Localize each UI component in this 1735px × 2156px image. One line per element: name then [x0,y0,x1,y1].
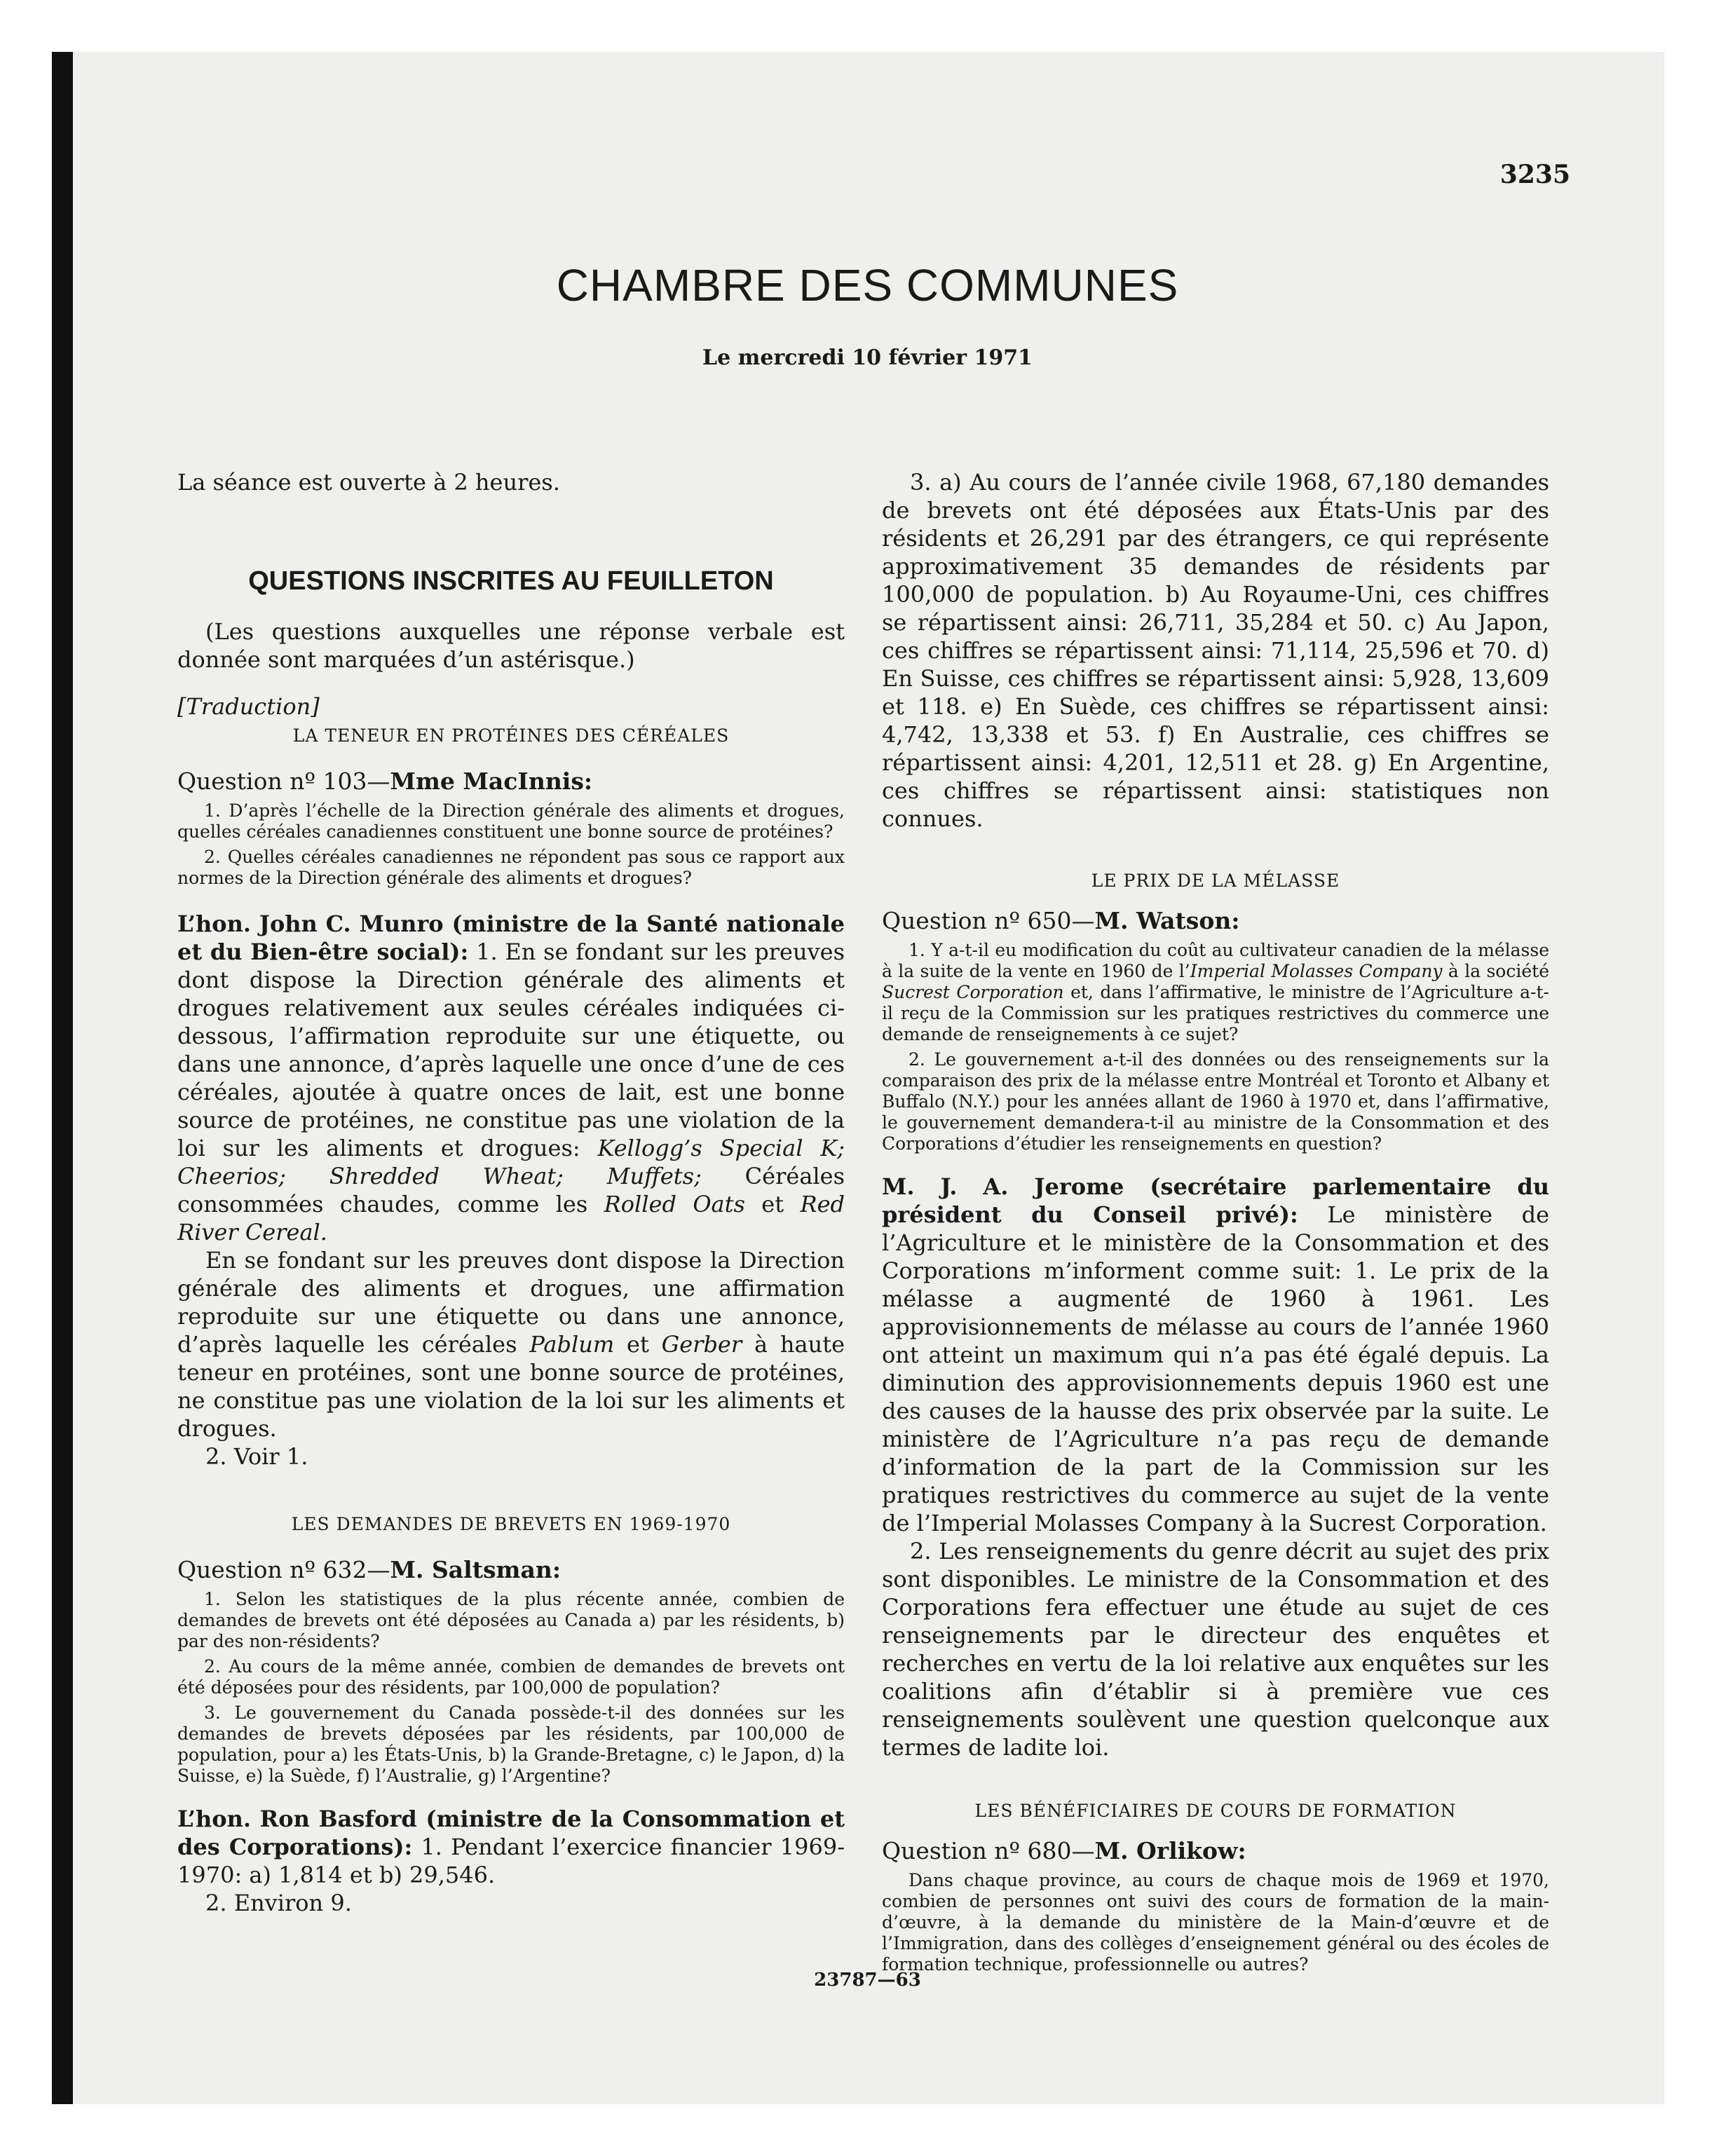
question-number: Question nº 632— [177,1556,390,1583]
question-680-text: Dans chaque province, au cours de chaque mois de 1969 et 1970, combien de personnes ont suivi des cours de formation de la main-d’œuvre, à la demande du ministère de la Main-d’œuvre et de l’Immigration, dans des collèges d’enseignement général ou des écoles de formation technique, professionnelle ou autres? [882,1870,1549,1974]
section-title: QUESTIONS INSCRITES AU FEUILLETON [248,566,774,596]
answer-632-paragraph-2: 2. Environ 9. [205,1890,352,1916]
answer-650-paragraph-2: 2. Les renseignements du genre décrit au sujet des prix sont disponibles. Le ministre de la Consommation et des Corporations fera effectuer une étude au sujet de ces renseignements par le directeur des enquêtes et recherches en vertu de la loi relative aux enquêtes sur les coalitions afin d’établir si à première vue ces renseignements soulèvent une question quelconque aux termes de ladite loi. [882,1538,1549,1761]
answer-italic: Rolled Oats [604,1191,745,1217]
question-text: 1. Y a-t-il eu modification du coût au cultivateur canadien de la mélasse à la suite de la vente en 1960 de l’ [882,940,1549,981]
question-103 [177,767,845,796]
section-note: (Les questions auxquelles une réponse verbale est donnée sont marquées d’un astérisque.) [177,618,845,673]
sitting-date: Le mercredi 10 février 1971 [702,346,1033,370]
question-632-part-3: 3. Le gouvernement du Canada possède-t-il des données sur les demandes de brevets déposées par les résidents, par 100,000 de population, pour a) les États-Unis, b) la Grande-Bretagne, c) le Japon, d) la Suisse, e) la Suède, f) l’Australie, g) l’Argentine? [177,1703,845,1786]
question-632-part-2: 2. Au cours de la même année, combien de demandes de brevets ont été déposées pour des résidents, par 100,000 de population? [177,1656,845,1698]
right-column [882,468,1549,1975]
answer-italic: Kellogg’s Special K; Cheerios; Shredded Wheat; Muffets; [177,1135,845,1189]
answer-632-paragraph-3: 3. a) Au cours de l’année civile 1968, 67,180 demandes de brevets ont été déposées aux États-Unis par des résidents et 26,291 par des étrangers, ce qui représente approximativement 35 demandes de résidents par 100,000 de population. b) Au Royaume-Uni, ces chiffres se répartissent ainsi: 26,711, 35,284 et 50. c) Au Japon, ces chiffres se répartissent ainsi: 71,114, 25,596 et 70. d) En Suisse, ces chiffres se répartissent ainsi: 5,928, 13,609 et 118. e) En Suède, ces chiffres se répartissent ainsi: 4,742, 13,338 et 53. f) En Australie, ces chiffres se répartissent ainsi: 4,201, 12,511 et 28. g) En Argentine, ces chiffres se répartissent ainsi: statistiques non connues. [882,469,1549,832]
question-number: Question nº 650— [882,907,1095,934]
answer-103-paragraph-2 [177,1246,845,1442]
answer-text: Céréales consommées chaudes, comme les [177,1163,845,1217]
answer-text: à haute teneur en protéines, sont une bonne source de protéines, ne constitue pas une violation de la loi sur les aliments et drogues. [177,1331,845,1442]
answer-text: et [614,1331,662,1358]
answer-italic: Pablum [529,1331,615,1358]
question-103-part-2: 2. Quelles céréales canadiennes ne répondent pas sous ce rapport aux normes de la Direction générale des aliments et drogues? [177,847,845,888]
answer-650 [882,1173,1549,1537]
opening-line: La séance est ouverte à 2 heures. [177,469,560,496]
question-632 [177,1555,845,1585]
answer-italic: Gerber [661,1331,742,1358]
question-member: M. Watson: [1094,907,1240,934]
heading-proteines: LA TENEUR EN PROTÉINES DES CÉRÉALES [292,725,730,746]
question-member: M. Saltsman: [390,1556,562,1583]
answer-italic: Red River Cereal. [177,1191,845,1246]
heading-brevets: LES DEMANDES DE BREVETS EN 1969-1970 [291,1514,731,1534]
answer-text: Le ministère de l’Agriculture et le ministère de la Consommation et des Corporations m’informent comme suit: 1. Le prix de la mélasse a augmenté de 1960 à 1961. Les approvisionnements de mélasse au cours de l’année 1960 ont atteint un maximum qui n’a pas été égalé depuis. La diminution des approvisionnements depuis 1960 est une des causes de la hausse des prix observée par la suite. Le ministère de l’Agriculture n’a pas reçu de demande d’information de la part de la Commission sur les pratiques restrictives du commerce au sujet de la vente de l’Imperial Molasses Company à la Sucrest Corporation. [882,1201,1550,1536]
speaker-name: M. J. A. Jerome (secrétaire parlementaire du président du Conseil privé): [882,1173,1549,1228]
question-italic: Imperial Molasses Company [1190,961,1443,981]
speaker-name: L’hon. Ron Basford (ministre de la Consommation et des Corporations): [177,1806,845,1860]
question-680 [882,1836,1549,1866]
question-member: M. Orlikow: [1094,1837,1246,1864]
heading-formation: LES BÉNÉFICIAIRES DE COURS DE FORMATION [974,1801,1457,1821]
question-103-part-1: 1. D’après l’échelle de la Direction générale des aliments et drogues, quelles céréales canadiennes constituent une bonne source de protéines? [177,800,845,842]
answer-text: 1. Pendant l’exercice financier 1969-1970: a) 1,814 et b) 29,546. [177,1834,845,1888]
page-title: CHAMBRE DES COMMUNES [556,260,1179,311]
answer-text: 1. En se fondant sur les preuves dont dispose la Direction générale des aliments et drogues relativement aux seules céréales indiquées ci-dessous, l’affirmation reproduite sur une étiquette, ou dans une annonce, d’après laquelle une once d’une de ces céréales, ajoutée à quatre onces de lait, est une bonne source de protéines, ne constitue pas une violation de la loi sur les aliments et drogues: [177,939,845,1161]
question-number: Question nº 680— [882,1837,1095,1864]
question-member: Mme MacInnis: [390,767,593,795]
question-text: et, dans l’affirmative, le ministre de l’Agriculture a-t-il reçu de la Commission sur les pratiques restrictives du commerce une demande de renseignements à ce sujet? [882,982,1549,1044]
question-650 [882,906,1549,936]
question-number: Question nº 103— [177,767,390,795]
traduction-label: [Traduction] [177,693,320,720]
question-650-part-2: 2. Le gouvernement a-t-il des données ou des renseignements sur la comparaison des prix de la mélasse entre Montréal et Toronto et Albany et Buffalo (N.Y.) pour les années allant de 1960 à 1970 et, dans l’affirmative, le gouvernement demandera-t-il au ministre de la Consommation et des Corporations d’étudier les renseignements en question? [882,1049,1549,1154]
answer-103-paragraph-3: 2. Voir 1. [205,1443,308,1470]
answer-103 [177,910,845,1246]
answer-text: En se fondant sur les preuves dont dispose la Direction générale des aliments et drogues, une affirmation reproduite sur une étiquette ou dans une annonce, d’après laquelle les céréales [177,1247,845,1358]
speaker-name: L’hon. John C. Munro (ministre de la Santé nationale et du Bien-être social): [177,910,845,965]
page-number: 3235 [1499,160,1570,189]
question-632-part-1: 1. Selon les statistiques de la plus récente année, combien de demandes de brevets ont été déposées au Canada a) par les résidents, b) par des non-résidents? [177,1589,845,1651]
question-650-part-1 [882,940,1549,1045]
left-column [177,468,845,1917]
footer-print-code: 23787—63 [814,1970,921,1991]
question-italic: Sucrest Corporation [882,982,1064,1002]
question-text: à la société [1442,961,1549,981]
heading-melasse: LE PRIX DE LA MÉLASSE [1091,871,1340,891]
answer-text: et [744,1191,801,1217]
answer-632 [177,1805,845,1889]
